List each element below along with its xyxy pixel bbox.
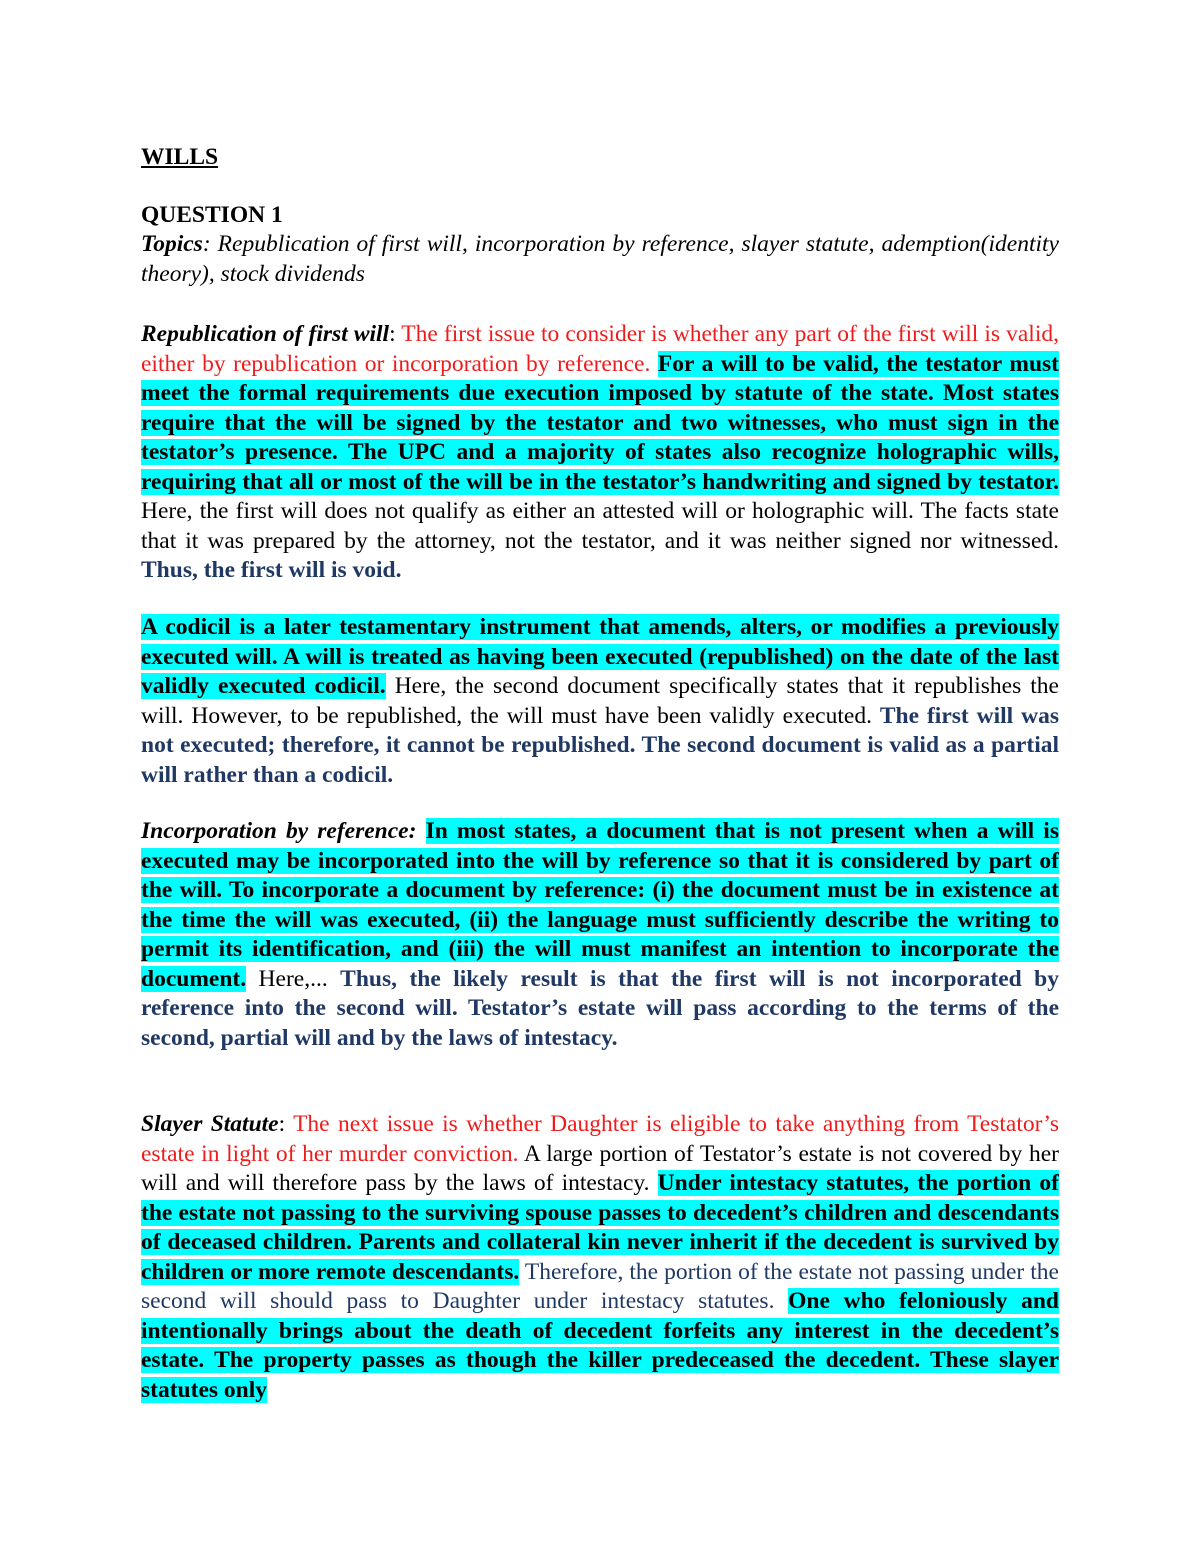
question-heading: QUESTION 1 [141,202,283,228]
conclusion-text: Thus, the first will is void. [141,557,402,583]
analysis-text: Here, the second document specifically states that it republishes the will. However, to be republished, the will must have been validly executed. [141,673,1059,729]
issue-statement: The first issue to consider is whether any part of the first will is valid, either by republication or incorporation by reference. [141,321,1059,377]
section-heading-republication: Republication of first will [141,321,390,347]
analysis-text: Therefore, the portion of the estate not passing under the second will should pass to Daughter under intestacy statutes. [141,1258,1059,1314]
conclusion-text: Thus, the likely result is that the first will is not incorporated by reference into the second will. Testator’s estate will pass according to the terms of the second, partial will and by the laws of intestacy. [141,965,1059,1051]
heading-colon: : [278,1111,294,1137]
paragraph-codicil [141,613,1059,790]
issue-statement: The next issue is whether Daughter is eligible to take anything from Testator’s estate in light of her murder conviction. [141,1111,1059,1167]
analysis-text: Here, the first will does not qualify as either an attested will or holographic will. The facts state that it was prepared by the attorney, not the testator, and it was neither signed nor witnessed. [141,498,1059,554]
paragraph-slayer-statute [141,1110,1059,1405]
topics-line [141,230,1059,289]
heading-colon: : [389,321,402,347]
paragraph-republication [141,320,1059,586]
facts-text: A large portion of Testator’s estate is not covered by her will and will therefore pass by the laws of intestacy. [141,1140,1059,1196]
section-heading-slayer: Slayer Statute [141,1111,279,1137]
highlighted-rule: A codicil is a later testamentary instrument that amends, alters, or modifies a previously executed will. A will is treated as having been executed (republished) on the date of the last validly executed codicil. [141,614,1059,699]
highlighted-rule: For a will to be valid, the testator must meet the formal requirements due execution imposed by statute of the state. Most states require that the will be signed by the testator and two witnesses, who must sign in the testator’s presence. The UPC and a majority of states also recognize holographic wills, requiring that all or most of the will be in the testator’s handwriting and signed by testator. [141,350,1059,495]
analysis-text: Here,... [246,965,341,992]
document-title: WILLS [141,144,219,170]
highlighted-rule: Under intestacy statutes, the portion of the estate not passing to the surviving spouse passes to decedent’s children and descendants of deceased children. Parents and collateral kin never inherit if the decedent is survived by children or more remote descendants. [141,1170,1059,1285]
conclusion-text: The first will was not executed; therefore, it cannot be republished. The second document is valid as a partial will rather than a codicil. [141,702,1059,788]
paragraph-incorporation [141,817,1059,1053]
topics-label: Topics [141,231,203,257]
highlighted-rule: One who feloniously and intentionally brings about the death of decedent forfeits any interest in the decedent’s estate. The property passes as though the killer predeceased the decedent. These slayer statutes only [141,1288,1059,1403]
topics-text: : Republication of first will, incorporation by reference, slayer statute, ademption(identity theory), stock dividends [141,231,1059,287]
section-heading-incorporation: Incorporation by reference: [141,818,417,844]
highlighted-rule: In most states, a document that is not present when a will is executed may be incorporated into the will by reference so that it is considered by part of the will. To incorporate a document by reference: (i) the document must be in existence at the time the will was executed, (ii) the language must sufficiently describe the writing to permit its identification, and (iii) the will must manifest an intention to incorporate the document. [141,818,1059,992]
